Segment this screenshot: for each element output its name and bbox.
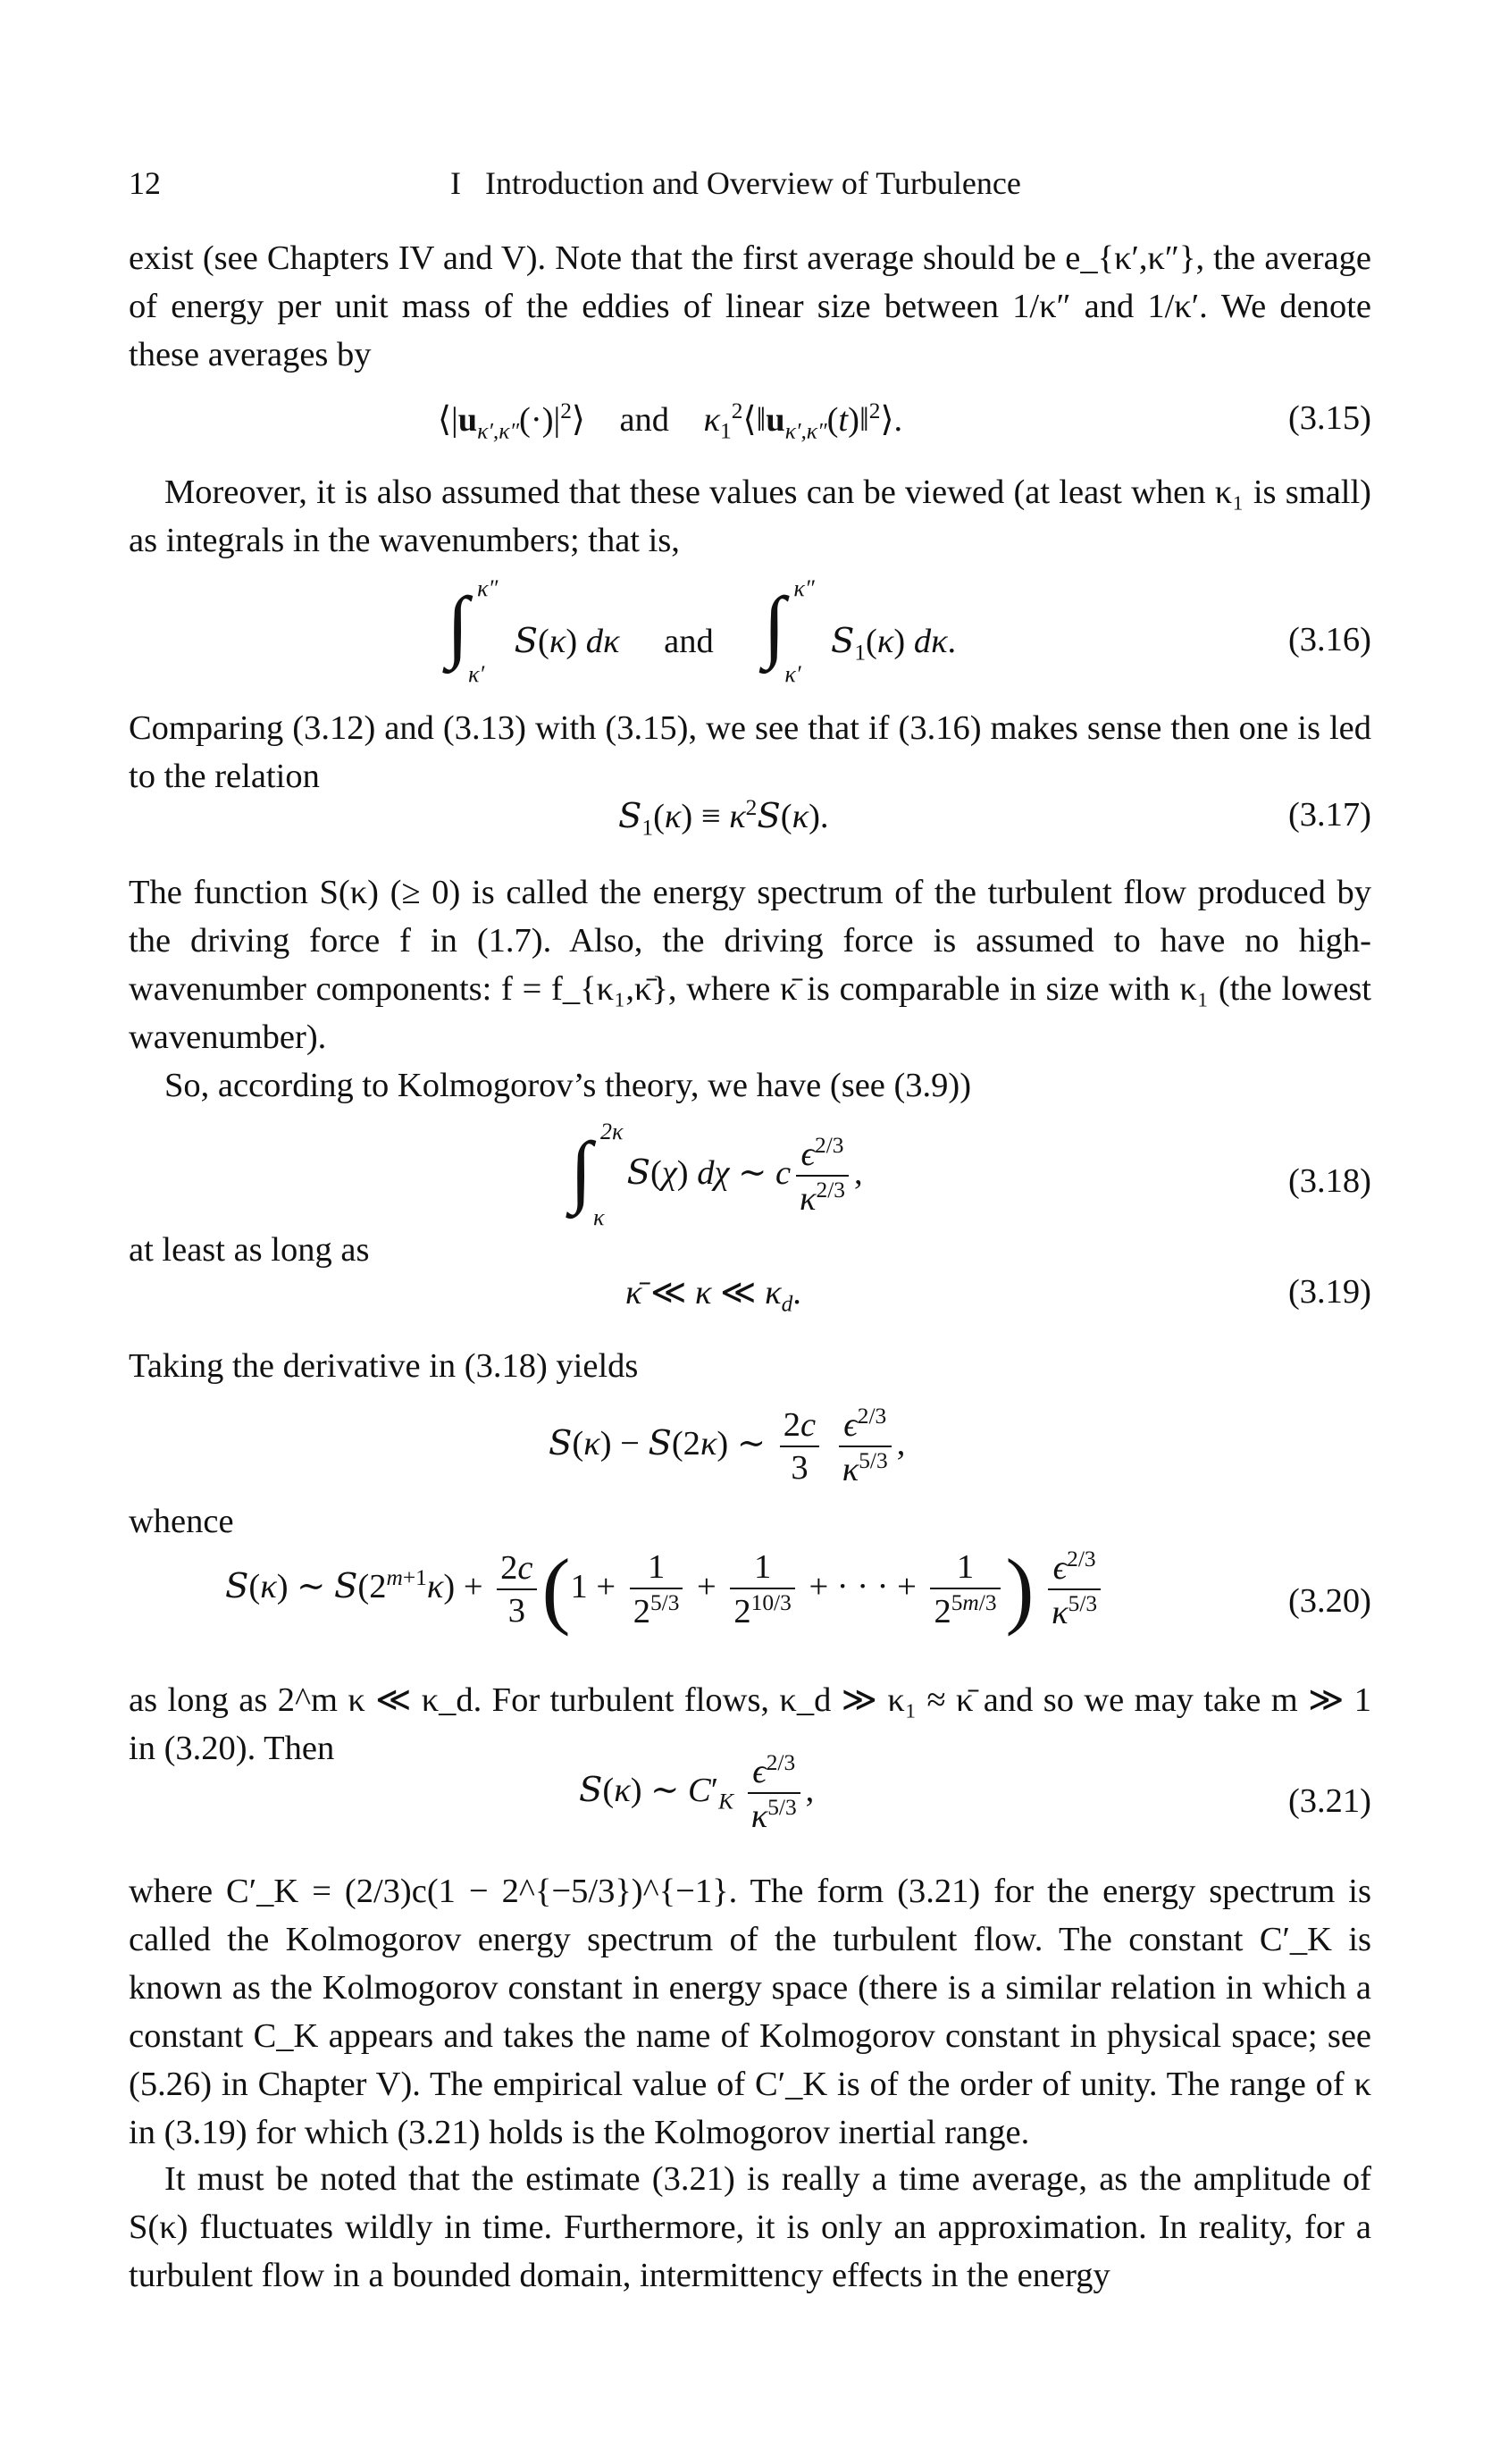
paragraph-7: Taking the derivative in (3.18) yields xyxy=(129,1347,639,1385)
paragraph-4: The function S(κ) (≥ 0) is called the energy spectrum of the turbulent flow produced by the driving force f in (1.7). Also, the driving force is assumed to have no high-wavenumber components: f = f_{κ₁,κ̄}, where κ̄ is comparable in size with κ₁ (the lowest wavenumber). xyxy=(129,874,1371,1056)
equation-3-18: ∫ 2κ κ S(χ) dχ ∼ c $\frac{\epsilon^{2/3}}{\kappa^{2/3}}$ , (3.18) xyxy=(570,1119,1371,1230)
paragraph-1: exist (see Chapters IV and V). Note that the first average should be e_{κ′,κ″}, the average of energy per unit mass of the eddies of linear size between 1/κ″ and 1/κ′. We denote these averages by xyxy=(129,239,1371,373)
equation-number-3-15: (3.15) xyxy=(1287,399,1371,437)
paragraph-8: whence xyxy=(129,1503,234,1540)
equation-number-3-18: (3.18) xyxy=(1287,1162,1371,1200)
paragraph-5: So, according to Kolmogorov’s theory, we have (see (3.9)) xyxy=(164,1067,972,1104)
equation-3-20: S(κ) ∼ $S(2^{m+1}\kappa)$ + $\frac{2c}{3}$ (1 + $\frac{1}{2^{5/3}}$ + $\frac{1}{2^{10/3}}$ + · · · + $\frac{1}{2^{5m/3}}$ ) $\frac{\epsilon^{2/3}}{\kappa^{5/3}}$ (3.20) xyxy=(225,1541,1371,1638)
running-title: I Introduction and Overview of Turbulence xyxy=(450,165,1021,201)
paragraph-11: It must be noted that the estimate (3.21) is really a time average, as the amplitude of S(κ) fluctuates wildly in time. Furthermore, it is only an approximation. In reality, for a turbulent flow in a bounded domain, intermittency effects in the energy xyxy=(129,2160,1371,2294)
page-number: 12 xyxy=(129,165,161,201)
equation-number-3-16: (3.16) xyxy=(1287,621,1371,658)
equation-3-16: ∫ κ″ κ′ S(κ) dκ and ∫ κ″ κ′ $S_1(\kappa)$ dκ. (3.16) xyxy=(447,575,1371,687)
paragraph-9: as long as 2^m κ ≪ κ_d. For turbulent flows, κ_d ≫ κ₁ ≈ κ̄ and so we may take m ≫ 1 in (3.20). Then xyxy=(129,1681,1371,1767)
paragraph-2: Moreover, it is also assumed that these values can be viewed (at least when κ₁ is small) as integrals in the wavenumbers; that is, xyxy=(129,474,1371,559)
eq315-conj: and xyxy=(619,400,670,439)
equation-3-17: $S_1(\kappa) \equiv \kappa^2S(\kappa)$. (3.17) xyxy=(618,795,1371,841)
eq316-conj: and xyxy=(664,623,714,660)
equation-number-3-20: (3.20) xyxy=(1287,1582,1371,1620)
equation-number-3-19: (3.19) xyxy=(1287,1273,1371,1311)
equation-derivative: S(κ) − S(2κ) ∼ $\frac{2c}{3}$ $\frac{\epsilon^{2/3}}{\kappa^{5/3}}$ , xyxy=(129,1403,1371,1501)
paragraph-6: at least as long as xyxy=(129,1231,370,1269)
page-header xyxy=(129,164,1371,211)
equation-3-15: $⟨|u_{\kappa',\kappa''}(\cdot)|^2⟩$ and $\kappa_1^2⟨‖u_{\kappa',\kappa''}(t)‖^2⟩$. (3.15) xyxy=(438,398,1371,444)
paragraph-3: Comparing (3.12) and (3.13) with (3.15), we see that if (3.16) makes sense then one is led to the relation xyxy=(129,709,1371,795)
equation-3-19: κ̄ ≪ κ ≪ $\kappa_d$. (3.19) xyxy=(625,1273,1371,1317)
equation-number-3-17: (3.17) xyxy=(1287,796,1371,834)
equation-number-3-21: (3.21) xyxy=(1287,1782,1371,1820)
paragraph-10: where C′_K = (2/3)c(1 − 2^{−5/3})^{−1}. The form (3.21) for the energy spectrum is called the Kolmogorov energy spectrum of the turbulent flow. The constant C′_K is known as the Kolmogorov constant in energy space (there is a similar relation in which a constant C_K appears and takes the name of Kolmogorov constant in physical space; see (5.26) in Chapter V). The empirical value of C′_K is of the order of unity. The range of κ in (3.19) for which (3.21) holds is the Kolmogorov inertial range. xyxy=(129,1873,1371,2151)
equation-3-21: S(κ) ∼ $C'_K$ $\frac{\epsilon^{2/3}}{\kappa^{5/3}}$ , (3.21) xyxy=(129,1749,1371,1848)
